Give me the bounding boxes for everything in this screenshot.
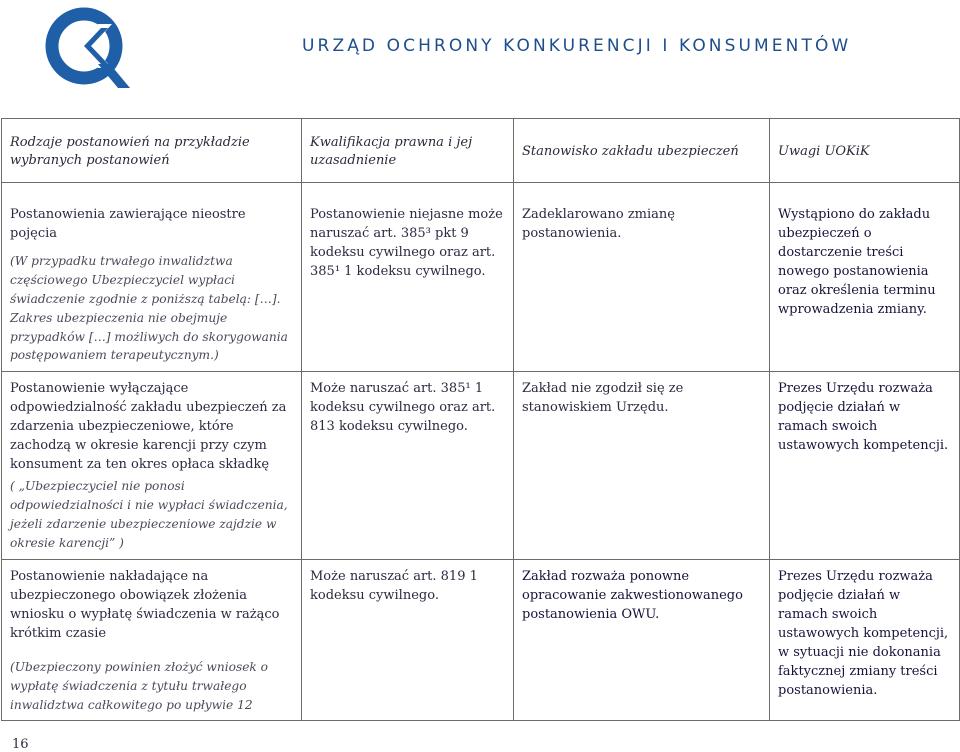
legal-cell: Może naruszać art. 819 1 kodeksu cywilnego. xyxy=(302,559,514,721)
clauses-table xyxy=(1,118,960,721)
org-name: URZĄD OCHRONY KONKURENCJI I KONSUMENTÓW xyxy=(302,36,852,56)
header-insurer-position: Stanowisko zakładu ubezpieczeń xyxy=(514,119,770,183)
insurer-cell: Zakład rozważa ponowne opracowanie zakwestionowanego postanowienia OWU. xyxy=(514,559,770,721)
table-row xyxy=(2,559,960,721)
legal-cell: Postanowienie niejasne może naruszać art. 385³ pkt 9 kodeksu cywilnego oraz art. 385¹ 1 kodeksu cywilnego. xyxy=(302,183,514,372)
table-row xyxy=(2,183,960,372)
header-uokik-remarks: Uwagi UOKiK xyxy=(770,119,960,183)
clause-cell xyxy=(2,183,302,372)
uokik-cell: Prezes Urzędu rozważa podjęcie działań w ramach swoich ustawowych kompetencji. xyxy=(770,372,960,559)
clause-example: (Ubezpieczony powinien złożyć wniosek o wypłatę świadczenia z tytułu trwałego inwalidztwa całkowitego po upływie 12 xyxy=(10,659,269,712)
clause-title: Postanowienie wyłączające odpowiedzialność zakładu ubezpieczeń za zdarzenia ubezpieczeniowe, które zachodzą w okresie karencji przy czym konsument za ten okres opłaca składkę xyxy=(10,381,287,473)
header-legal-qualification: Kwalifikacja prawna i jej uzasadnienie xyxy=(302,119,514,183)
legal-cell: Może naruszać art. 385¹ 1 kodeksu cywilnego oraz art. 813 kodeksu cywilnego. xyxy=(302,372,514,559)
page-number: 16 xyxy=(12,737,29,752)
table-row xyxy=(2,372,960,559)
clause-cell xyxy=(2,559,302,721)
clause-example: ( „Ubezpieczyciel nie ponosi odpowiedzialności i nie wypłaci świadczenia, jeżeli zdarzenie ubezpieczeniowe zajdzie w okresie karencji” ) xyxy=(10,479,288,550)
clause-example: (W przypadku trwałego inwalidztwa częściowego Ubezpieczyciel wypłaci świadczenie zgodnie z poniższą tabelą: […]. Zakres ubezpieczenia nie obejmuje przypadków […] możliwych do skorygowania postępowaniem terapeutycznym.) xyxy=(10,253,288,363)
uokik-cell: Wystąpiono do zakładu ubezpieczeń o dostarczenie treści nowego postanowienia oraz określenia terminu wprowadzenia zmiany. xyxy=(770,183,960,372)
insurer-cell: Zakład nie zgodził się ze stanowiskiem Urzędu. xyxy=(514,372,770,559)
clause-cell xyxy=(2,372,302,559)
table-header-row xyxy=(2,119,960,183)
header-clause-types: Rodzaje postanowień na przykładzie wybranych postanowień xyxy=(2,119,302,183)
insurer-cell: Zadeklarowano zmianę postanowienia. xyxy=(514,183,770,372)
clause-title: Postanowienie nakładające na ubezpieczonego obowiązek złożenia wniosku o wypłatę świadczenia w rażąco krótkim czasie xyxy=(10,568,280,641)
clause-title: Postanowienia zawierające nieostre pojęcia xyxy=(10,207,246,241)
uokik-logo-icon xyxy=(38,2,134,90)
uokik-cell: Prezes Urzędu rozważa podjęcie działań w ramach swoich ustawowych kompetencji, w sytuacji nie dokonania faktycznej zmiany treści postanowienia. xyxy=(770,559,960,721)
